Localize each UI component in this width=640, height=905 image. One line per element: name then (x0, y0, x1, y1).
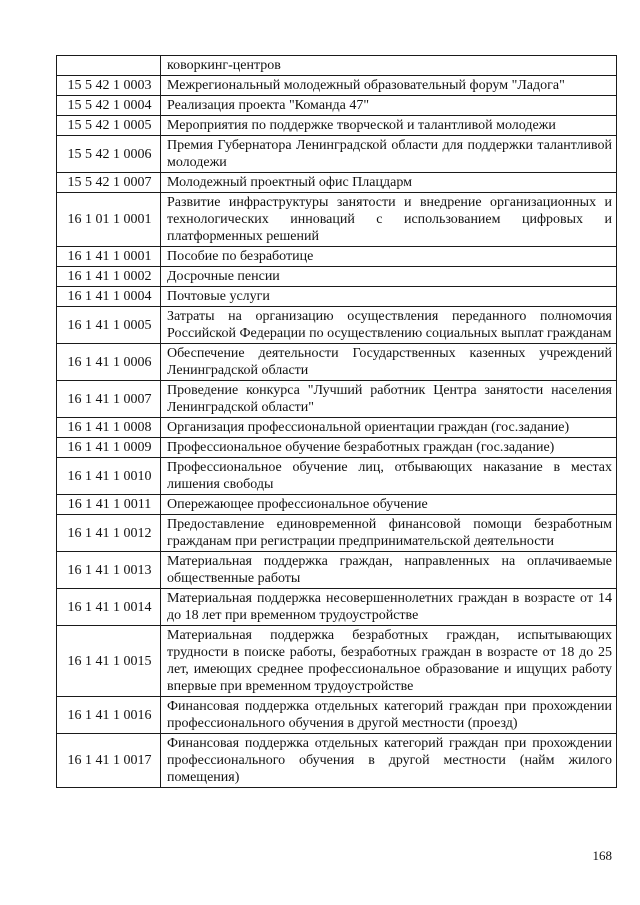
row-code: 16 1 41 1 0016 (57, 697, 161, 734)
row-code: 15 5 42 1 0006 (57, 136, 161, 173)
row-code: 16 1 41 1 0015 (57, 626, 161, 697)
table-row (57, 173, 617, 193)
table-row (57, 193, 617, 247)
row-code: 15 5 42 1 0003 (57, 76, 161, 96)
table-row (57, 381, 617, 418)
table-row (57, 734, 617, 788)
row-description: Реализация проекта "Команда 47" (161, 96, 617, 116)
table-row (57, 307, 617, 344)
row-description: Премия Губернатора Ленинградской области для поддержки талантливой молодежи (161, 136, 617, 173)
table-row (57, 267, 617, 287)
row-description: Организация профессиональной ориентации граждан (гос.задание) (161, 418, 617, 438)
row-code: 16 1 41 1 0007 (57, 381, 161, 418)
row-code: 16 1 41 1 0014 (57, 589, 161, 626)
row-description: Материальная поддержка несовершеннолетних граждан в возрасте от 14 до 18 лет при временном трудоустройстве (161, 589, 617, 626)
row-code: 16 1 41 1 0008 (57, 418, 161, 438)
row-description: Почтовые услуги (161, 287, 617, 307)
row-description: Мероприятия по поддержке творческой и талантливой молодежи (161, 116, 617, 136)
row-description: коворкинг-центров (161, 56, 617, 76)
row-description: Материальная поддержка граждан, направленных на оплачиваемые общественные работы (161, 552, 617, 589)
table-row (57, 438, 617, 458)
table-row (57, 589, 617, 626)
row-description: Проведение конкурса "Лучший работник Центра занятости населения Ленинградской области" (161, 381, 617, 418)
table-row (57, 56, 617, 76)
row-code: 16 1 41 1 0011 (57, 495, 161, 515)
row-description: Профессиональное обучение безработных граждан (гос.задание) (161, 438, 617, 458)
table-row (57, 287, 617, 307)
row-description: Пособие по безработице (161, 247, 617, 267)
row-description: Профессиональное обучение лиц, отбывающих наказание в местах лишения свободы (161, 458, 617, 495)
table-row (57, 247, 617, 267)
row-code: 16 1 41 1 0017 (57, 734, 161, 788)
row-description: Финансовая поддержка отдельных категорий граждан при прохождении профессионального обучения в другой местности (проезд) (161, 697, 617, 734)
table-row (57, 552, 617, 589)
row-code: 16 1 41 1 0001 (57, 247, 161, 267)
row-description: Затраты на организацию осуществления переданного полномочия Российской Федерации по осуществлению социальных выплат гражданам (161, 307, 617, 344)
table-row (57, 76, 617, 96)
row-description: Обеспечение деятельности Государственных казенных учреждений Ленинградской области (161, 344, 617, 381)
page-number: 168 (592, 848, 612, 863)
row-code: 15 5 42 1 0007 (57, 173, 161, 193)
row-description: Предоставление единовременной финансовой помощи безработным гражданам при регистрации предпринимательской деятельности (161, 515, 617, 552)
table-row (57, 697, 617, 734)
row-description: Досрочные пенсии (161, 267, 617, 287)
row-code: 15 5 42 1 0004 (57, 96, 161, 116)
row-code: 16 1 01 1 0001 (57, 193, 161, 247)
table-row (57, 495, 617, 515)
row-code: 16 1 41 1 0010 (57, 458, 161, 495)
table-row (57, 96, 617, 116)
row-code (57, 56, 161, 76)
table-row (57, 344, 617, 381)
row-code: 16 1 41 1 0013 (57, 552, 161, 589)
row-description: Материальная поддержка безработных граждан, испытывающих трудности в поиске работы, безработных граждан в возрасте от 18 до 25 лет, имеющих среднее профессиональное образование и ищущих работу впервые при временном трудоустройстве (161, 626, 617, 697)
row-description: Молодежный проектный офис Плацдарм (161, 173, 617, 193)
table-row (57, 116, 617, 136)
row-description: Опережающее профессиональное обучение (161, 495, 617, 515)
row-code: 16 1 41 1 0006 (57, 344, 161, 381)
table-row (57, 626, 617, 697)
budget-code-table (56, 55, 617, 788)
table-row (57, 418, 617, 438)
row-description: Развитие инфраструктуры занятости и внедрение организационных и технологических инноваций с использованием цифровых и платформенных решений (161, 193, 617, 247)
row-description: Межрегиональный молодежный образовательный форум "Ладога" (161, 76, 617, 96)
table-row (57, 515, 617, 552)
document-page (56, 55, 616, 788)
table-row (57, 136, 617, 173)
table-row (57, 458, 617, 495)
row-code: 16 1 41 1 0002 (57, 267, 161, 287)
row-description: Финансовая поддержка отдельных категорий граждан при прохождении профессионального обучения в другой местности (найм жилого помещения) (161, 734, 617, 788)
row-code: 16 1 41 1 0009 (57, 438, 161, 458)
row-code: 16 1 41 1 0005 (57, 307, 161, 344)
row-code: 15 5 42 1 0005 (57, 116, 161, 136)
row-code: 16 1 41 1 0012 (57, 515, 161, 552)
row-code: 16 1 41 1 0004 (57, 287, 161, 307)
